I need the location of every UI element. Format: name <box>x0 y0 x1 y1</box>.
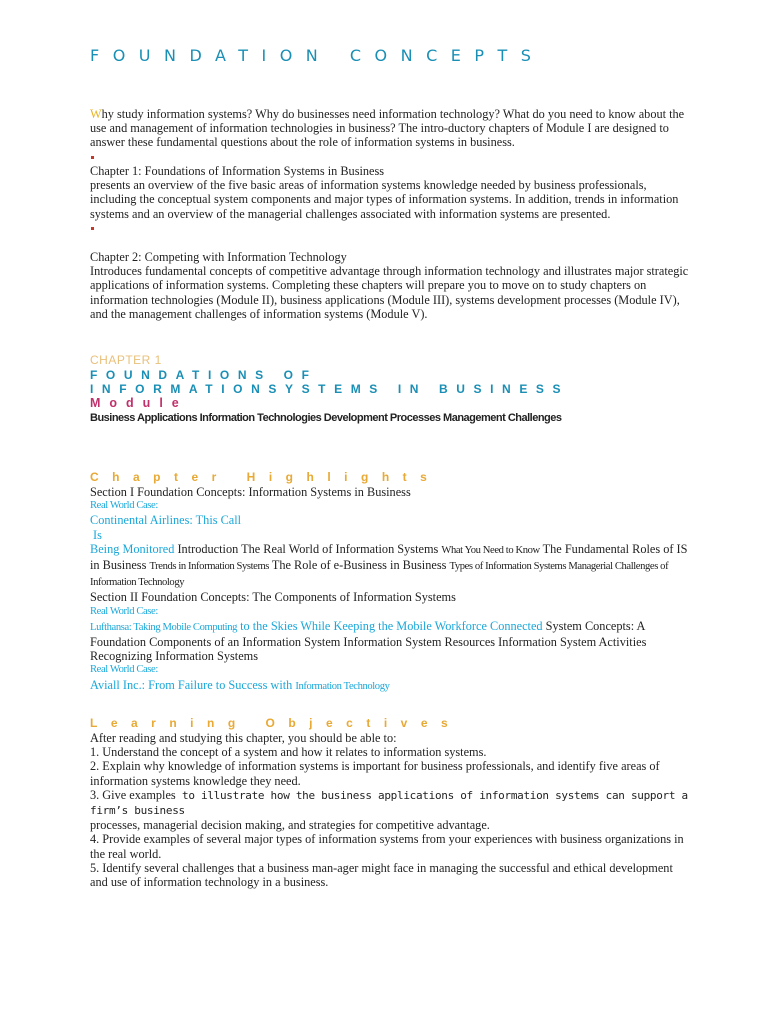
intro-paragraph <box>90 107 690 164</box>
objective-text: to illustrate how the business applications of information systems can support a firm’s business <box>90 788 688 818</box>
topic-text: What You Need to Know <box>441 544 540 556</box>
module-label: Module <box>90 396 188 410</box>
case-title-line: Is <box>93 527 102 542</box>
topic-text: Types of Information Systems Managerial Challenges of Information Technology <box>90 561 669 589</box>
case-title-line <box>90 678 690 694</box>
learning-objectives-heading: Learning Objectives <box>90 716 462 730</box>
chapter-number: CHAPTER 1 <box>90 353 162 367</box>
chapter2-summary <box>90 250 690 321</box>
bullet-marker <box>91 156 94 159</box>
chapter-highlights <box>90 485 690 694</box>
real-world-case-label: Real World Case: <box>90 500 158 512</box>
topic-text: Trends in Information Systems <box>149 561 270 573</box>
objective-item: processes, managerial decision making, and strategies for competitive advantage. <box>90 818 490 833</box>
chapter2-summary-heading: Chapter 2: Competing with Information Technology <box>90 250 347 264</box>
section1-heading: Section I Foundation Concepts: Information Systems in Business <box>90 485 411 499</box>
objective-item: 4. Provide examples of several major types of information systems from your experiences with business organizations in the real world. <box>90 832 684 861</box>
page-title: FOUNDATION CONCEPTS <box>90 46 545 65</box>
objective-item: 5. Identify several challenges that a business man-ager might face in managing the successful and ethical development and use of information technology in a business. <box>90 860 673 890</box>
dropcap: W <box>90 107 102 121</box>
objective-item <box>90 788 690 818</box>
topic-text: Introduction The Real World of Information Systems <box>174 541 442 556</box>
topic-text: The Fundamental Roles of IS in Business <box>90 541 688 573</box>
section2-topics <box>90 619 690 664</box>
bullet-marker <box>91 227 94 230</box>
module-list: Business Applications Information Technologies Development Processes Management Challenges <box>90 412 562 424</box>
chapter1-summary <box>90 164 690 235</box>
topic-text: The Role of e-Business in Business <box>269 558 450 573</box>
case-title-line: to the Skies While Keeping the Mobile Workforce Connected <box>237 618 543 633</box>
case-title-line: Lufthansa: Taking Mobile Computing <box>90 621 238 633</box>
topic-text: System Concepts: A Foundation Components of an Information System Information System Resources Information System Activities Recognizing Information Systems <box>90 618 647 664</box>
case-title-line: Continental Airlines: This Call <box>90 513 242 528</box>
chapter1-summary-heading: Chapter 1: Foundations of Information Systems in Business <box>90 164 385 178</box>
chapter-title: FOUNDATIONS OF INFORMATIONSYSTEMS IN BUSINESS <box>90 368 570 396</box>
section1-topics <box>90 542 690 591</box>
intro-text: hy study information systems? Why do businesses need information technology? What do you need to know about the use and management of information technologies in business? The intro-ductory chapters of Module I are designed to answer these fundamental questions about the role of information systems in business. <box>90 107 685 150</box>
chapter2-summary-text: Introduces fundamental concepts of competitive advantage through information technology and illustrates major strategic applications of information systems. Completing these chapters will prepare you to move on to study chapters on information technologies (Module II), business applications (Module III), systems development processes (Module IV), and the management challenges of information systems (Module V). <box>90 264 689 321</box>
objective-text: 3. Give examples <box>90 787 176 802</box>
objective-item: 1. Understand the concept of a system and how it relates to information systems. <box>90 745 487 760</box>
learning-objectives <box>90 731 690 889</box>
real-world-case-label: Real World Case: <box>90 605 158 617</box>
section2-heading: Section II Foundation Concepts: The Components of Information Systems <box>90 590 456 605</box>
case-title-line: Being Monitored <box>90 541 175 556</box>
chapter1-summary-text: presents an overview of the five basic areas of information systems knowledge needed by business professionals, including the conceptual system components and major types of information systems. In addition, trends in information systems and an overview of the managerial challenges associated with information systems are presented. <box>90 178 679 221</box>
real-world-case-label: Real World Case: <box>90 664 158 676</box>
objective-item: 2. Explain why knowledge of information systems is important for business professionals, and identify five areas of information systems knowledge they need. <box>90 759 660 788</box>
case-title-text: Aviall Inc.: From Failure to Success with <box>90 677 296 692</box>
chapter-highlights-heading: Chapter Highlights <box>90 470 441 484</box>
case-title-text: Information Technology <box>295 680 390 692</box>
objectives-intro: After reading and studying this chapter, you should be able to: <box>90 731 397 745</box>
